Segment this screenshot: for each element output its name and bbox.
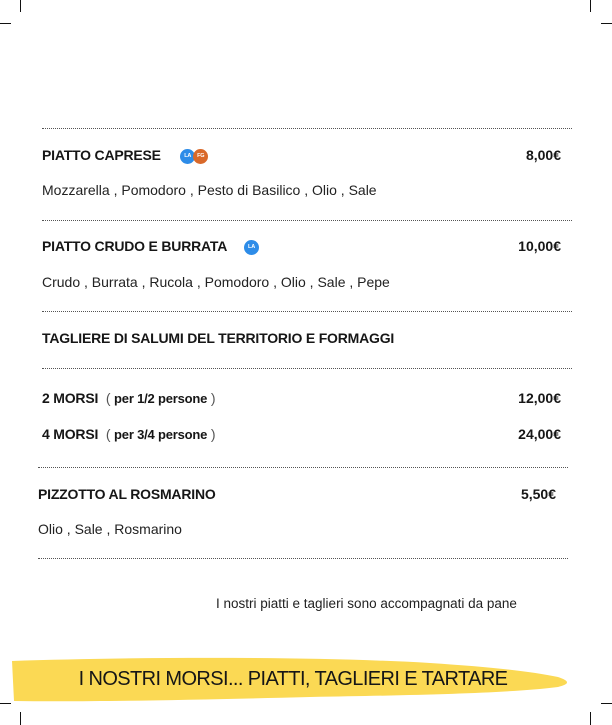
menu-item-price: 8,00€ [525,147,561,163]
variant-price: 12,00€ [518,390,561,406]
banner-title: I NOSTRI MORSI... PIATTI, TAGLIERI E TARTARE [78,668,508,690]
divider [42,368,572,369]
crop-mark [590,712,591,725]
divider [42,311,572,312]
divider [42,220,572,221]
menu-item-description: Olio , Sale , Rosmarino [38,521,182,537]
divider [38,467,568,468]
crop-mark [0,703,11,704]
crop-mark [590,0,591,12]
variant-detail: per 1/2 persone [114,391,208,406]
divider [38,558,568,559]
section-banner [10,657,576,703]
menu-item-description: Crudo , Burrata , Rucola , Pomodoro , Olio , Sale , Pepe [42,274,390,290]
variant-row: 4 MORSI ( per 3/4 persone ) [42,426,216,442]
menu-item-title: TAGLIERE DI SALUMI DEL TERRITORIO E FORMAGGI [42,330,395,346]
allergen-fg-icon: FG [193,149,208,164]
menu-item-title [42,238,259,255]
crop-mark [20,712,21,725]
menu-item-title [42,147,208,164]
menu-item-title: PIZZOTTO AL ROSMARINO [38,486,216,502]
divider [42,128,572,129]
item-name: PIATTO CAPRESE [42,147,161,163]
variant-detail: per 3/4 persone [114,427,208,442]
allergen-la-icon: LA [180,149,195,164]
menu-item-price: 5,50€ [520,486,556,502]
crop-mark [601,23,612,24]
menu-item-description: Mozzarella , Pomodoro , Pesto di Basilico , Olio , Sale [42,182,377,198]
bread-note: I nostri piatti e taglieri sono accompagnati da pane [216,596,517,611]
variant-row: 2 MORSI ( per 1/2 persone ) [42,390,216,406]
item-name: PIATTO CRUDO E BURRATA [42,238,227,254]
crop-mark [601,703,612,704]
crop-mark [0,23,11,24]
menu-item-price: 10,00€ [518,238,561,254]
variant-label: 2 MORSI [42,390,99,406]
variant-label: 4 MORSI [42,426,99,442]
variant-price: 24,00€ [518,426,561,442]
crop-mark [20,0,21,12]
allergen-la-icon: LA [244,240,259,255]
